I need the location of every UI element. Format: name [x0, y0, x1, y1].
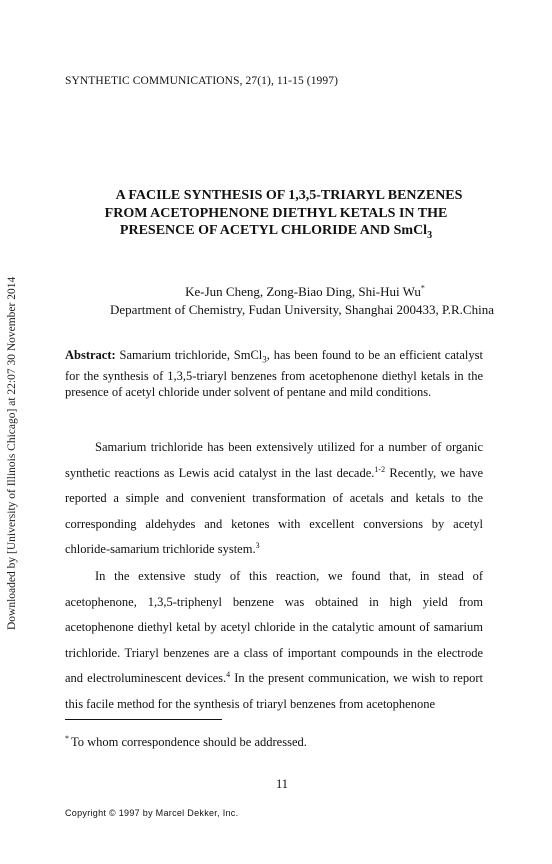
title-line-3	[0, 222, 552, 244]
paragraph-1-text-a: Samarium trichloride has been extensively utilized for a number of organic synthetic reactions as Lewis acid catalyst in the last decade.	[65, 440, 483, 480]
footnote-divider	[65, 719, 222, 720]
journal-header: SYNTHETIC COMMUNICATIONS, 27(1), 11-15 (1997)	[65, 75, 339, 87]
body-paragraph-1	[65, 435, 483, 563]
paragraph-1-text-b: Recently, we have reported a simple and convenient transformation of acetals and ketals to the corresponding aldehydes and ketones with excellent conversions by acetyl chloride-samarium trichloride system.	[65, 465, 483, 556]
footnote-text: To whom correspondence should be addressed.	[71, 735, 307, 750]
paragraph-2-text-b: In the present communication, we wish to report this facile method for the synthesis of triaryl benzenes from acetophenone	[65, 671, 483, 711]
reference-4: 4	[226, 669, 231, 679]
abstract	[65, 347, 483, 400]
page-number: 11	[275, 777, 289, 791]
abstract-label: Abstract:	[65, 348, 116, 362]
reference-3: 3	[255, 540, 260, 550]
download-watermark	[6, 232, 18, 630]
title-subscript: 3	[427, 229, 433, 241]
affiliation: Department of Chemistry, Fudan University, Shanghai 200433, P.R.China	[110, 302, 494, 317]
authors-block	[0, 283, 552, 319]
copyright-notice: Copyright © 1997 by Marcel Dekker, Inc.	[65, 808, 239, 818]
abstract-text-a: Samarium trichloride, SmCl	[115, 348, 263, 362]
body-paragraph-2	[65, 564, 483, 717]
title-line-3-text: PRESENCE OF ACETYL CHLORIDE AND SmCl	[119, 223, 428, 238]
author-names-text: Ke-Jun Cheng, Zong-Biao Ding, Shi-Hui Wu	[185, 284, 421, 299]
abstract-subscript: 3	[262, 354, 267, 365]
footnote-star: *	[65, 734, 69, 743]
footnote	[65, 734, 307, 750]
author-names	[0, 283, 552, 301]
title-line-2: FROM ACETOPHENONE DIETHYL KETALS IN THE	[104, 205, 448, 221]
paragraph-2-text-a: In the extensive study of this reaction, we found that, in stead of acetophenone, 1,3,5-triphenyl benzene was obtained in high yield from acetophenone diethyl ketal by acetyl chloride in the catalytic amount of samarium trichloride. Triaryl benzenes are a class of important compounds in the electrode and electroluminescent devices.	[65, 569, 483, 685]
abstract-text-b: , has been found to be an efficient catalyst for the synthesis of 1,3,5-triaryl benzenes from acetophenone diethyl ketals in the presence of acetyl chloride under solvent of pentane and mild conditions.	[65, 348, 483, 399]
article-title	[0, 187, 552, 244]
reference-1-2: 1-2	[374, 464, 386, 474]
corresponding-author-mark: *	[420, 283, 425, 293]
download-watermark-text: Downloaded by [University of Illinois Chicago] at 22:07 30 November 2014	[6, 276, 18, 630]
title-line-1: A FACILE SYNTHESIS OF 1,3,5-TRIARYL BENZENES	[115, 188, 463, 203]
